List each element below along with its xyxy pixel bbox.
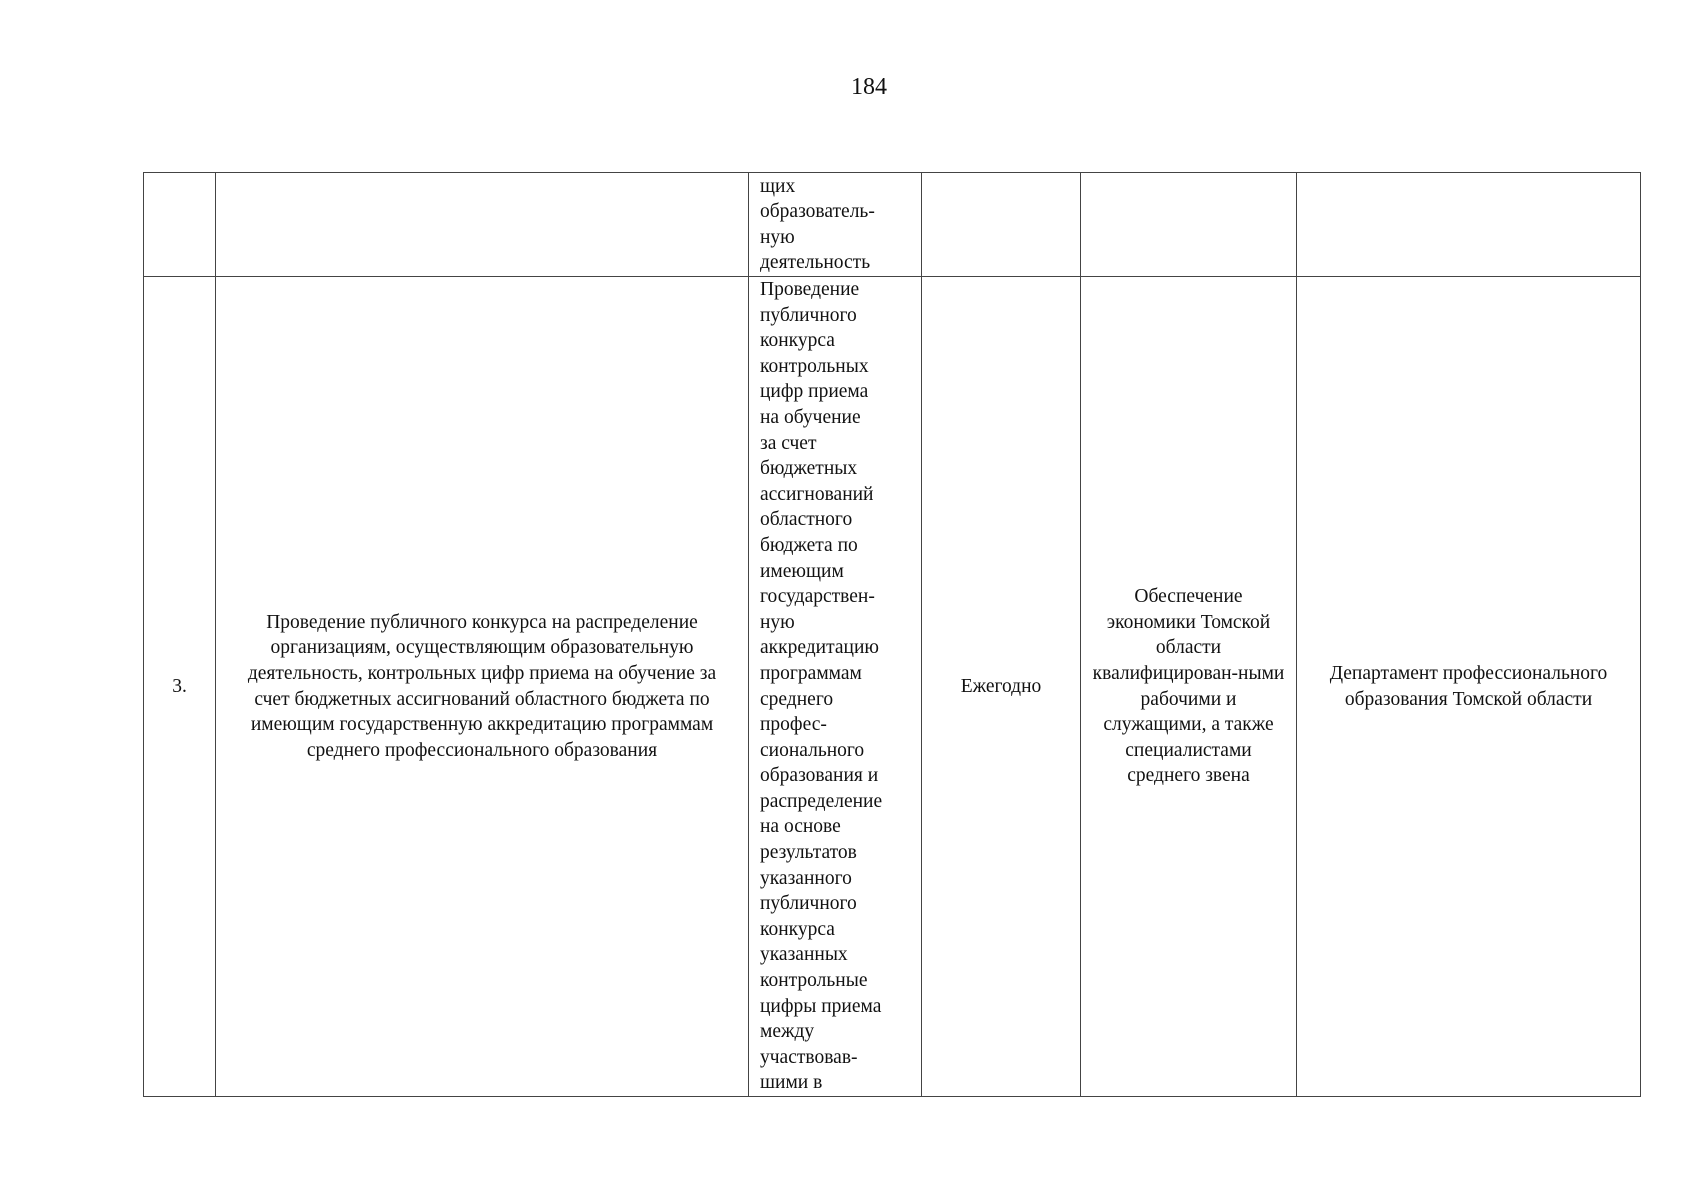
responsible-cell — [1297, 173, 1641, 277]
measure-title-cell — [216, 277, 749, 1097]
measure-title: Проведение публичного конкурса на распределение организациям, осуществляющим образовательную деятельность, контрольных цифр приема на обучение за счет бюджетных ассигнований областного бюджета по имеющим государственную аккредитацию программам среднего профессионального образования — [247, 611, 717, 761]
measure-details-cell — [749, 173, 922, 277]
period-cell — [922, 277, 1081, 1097]
measure-details: щих образователь- ную деятельность — [760, 175, 875, 274]
responsible-cell — [1297, 277, 1641, 1097]
measure-title-cell — [216, 173, 749, 277]
expected-result — [1081, 223, 1296, 227]
responsible-executor: Департамент профессионального образования Томской области — [1329, 662, 1608, 710]
row-number-cell — [144, 277, 216, 1097]
result-cell — [1081, 173, 1297, 277]
measure-title — [216, 223, 748, 227]
row-number-cell — [144, 173, 216, 277]
period: Ежегодно — [960, 675, 1042, 697]
table-row — [144, 277, 1641, 1097]
measure-details-cell — [749, 277, 922, 1097]
measure-details: Проведение публичного конкурса контрольных цифр приема на обучение за счет бюджетных ассигнований областного бюджета по имеющим государствен- ную аккредитацию программам среднего профес- сионального образования и распределение на основе результатов указанного публичного конкурса указанных контрольные цифры приема между участвовав- шими в — [760, 279, 883, 1094]
responsible-executor — [1297, 223, 1640, 227]
period — [922, 223, 1080, 227]
row-number: 3. — [172, 675, 187, 697]
expected-result: Обеспечение экономики Томской области квалифицирован-ными рабочими и служащими, а также специалистами среднего звена — [1092, 586, 1285, 787]
table-row — [144, 173, 1641, 277]
result-cell — [1081, 277, 1297, 1097]
period-cell — [922, 173, 1081, 277]
page-number: 184 — [851, 74, 887, 100]
measures-table — [143, 172, 1641, 1097]
